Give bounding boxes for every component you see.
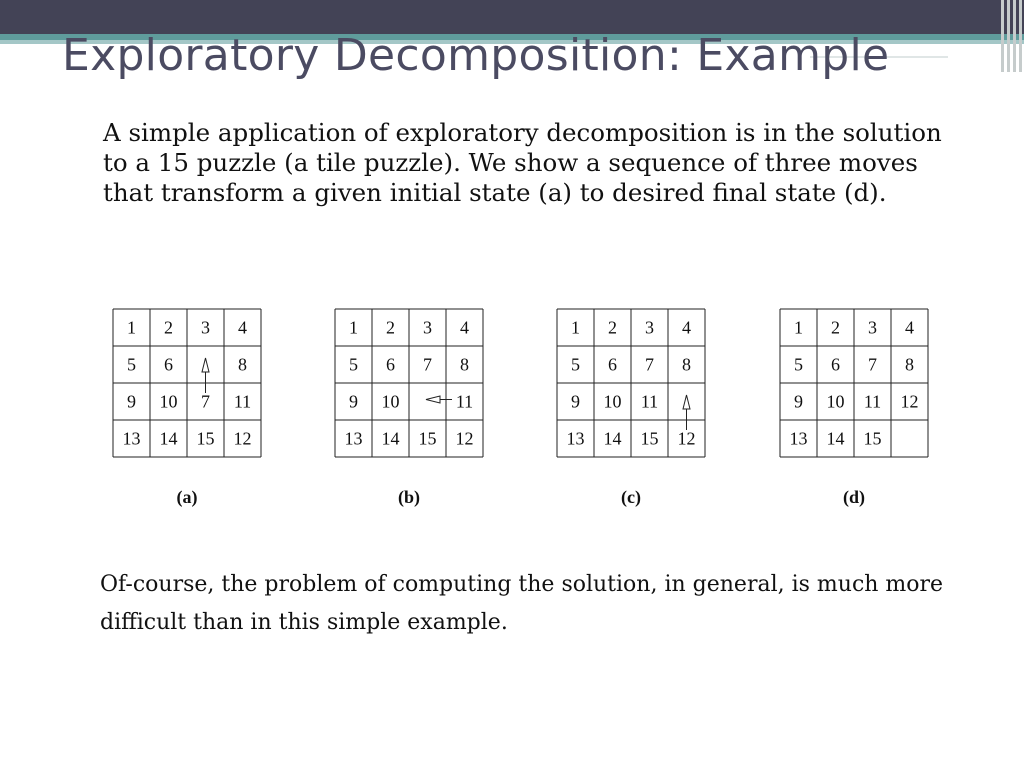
tile-number: 13 [122,428,141,449]
tile-number: 4 [682,317,691,338]
puzzle-grid-3 [557,309,705,508]
panel-label: (d) [843,487,865,507]
tile-number: 11 [233,391,252,412]
tile-number: 8 [238,354,247,375]
panel-label: (c) [621,487,641,507]
tile-number: 9 [794,391,803,412]
slide-title: Exploratory Decomposition: Example [62,30,890,81]
tile-number: 12 [455,428,474,449]
tile-number: 7 [645,354,654,375]
tile-number: 4 [905,317,914,338]
tile-number: 10 [826,391,845,412]
tile-number: 9 [571,391,580,412]
panel-label: (a) [176,487,198,507]
puzzle-grid-1 [113,309,261,508]
panel-label: (b) [398,487,420,507]
tile-number: 10 [603,391,622,412]
tile-number: 8 [682,354,691,375]
tile-number: 10 [381,391,400,412]
tile-number: 13 [789,428,808,449]
tile-number: 15 [418,428,437,449]
move-arrow-left-icon [426,396,440,403]
tile-number: 9 [127,391,136,412]
move-arrow-up-icon [683,395,690,409]
tile-number: 3 [645,317,654,338]
tile-number: 7 [423,354,432,375]
tile-number: 11 [455,391,474,412]
tile-number: 9 [349,391,358,412]
puzzle-grid-4 [780,309,928,508]
tile-number: 6 [164,354,173,375]
tile-number: 11 [640,391,659,412]
tile-number: 14 [159,428,178,449]
tile-number: 2 [164,317,173,338]
tile-number: 14 [381,428,400,449]
closing-paragraph: Of-course, the problem of computing the solution, in general, is much more difficult than in this simple example. [100,572,944,635]
tile-number: 13 [344,428,363,449]
tile-number: 3 [868,317,877,338]
tile-number: 2 [831,317,840,338]
tile-number: 2 [608,317,617,338]
tile-number: 1 [571,317,580,338]
tile-number: 14 [603,428,622,449]
tile-number: 6 [386,354,395,375]
tile-number: 15 [640,428,659,449]
tile-number: 8 [905,354,914,375]
tile-number: 3 [423,317,432,338]
tile-number: 1 [127,317,136,338]
tile-number: 15 [863,428,882,449]
tile-number: 12 [677,428,696,449]
tile-number: 5 [349,354,358,375]
tile-number: 10 [159,391,178,412]
tile-number: 1 [794,317,803,338]
tile-number: 5 [127,354,136,375]
tile-number: 14 [826,428,845,449]
intro-paragraph: A simple application of exploratory decomposition is in the solution to a 15 puzzle (a tile puzzle). We show a sequence of three moves that transform a given initial state (a) to desired final state (d). [103,118,942,207]
tile-number: 6 [608,354,617,375]
tile-number: 7 [868,354,877,375]
tile-number: 4 [460,317,469,338]
tile-number: 4 [238,317,247,338]
puzzle-grid-2 [335,309,483,508]
tile-number: 5 [794,354,803,375]
tile-number: 8 [460,354,469,375]
tile-number: 11 [863,391,882,412]
move-arrow-up-icon [202,358,209,372]
tile-number: 3 [201,317,210,338]
tile-number: 2 [386,317,395,338]
tile-number: 12 [900,391,919,412]
tile-number: 15 [196,428,215,449]
tile-number: 6 [831,354,840,375]
tile-number: 5 [571,354,580,375]
tile-number: 7 [201,391,210,412]
tile-number: 13 [566,428,585,449]
tile-number: 12 [233,428,252,449]
tile-number: 1 [349,317,358,338]
